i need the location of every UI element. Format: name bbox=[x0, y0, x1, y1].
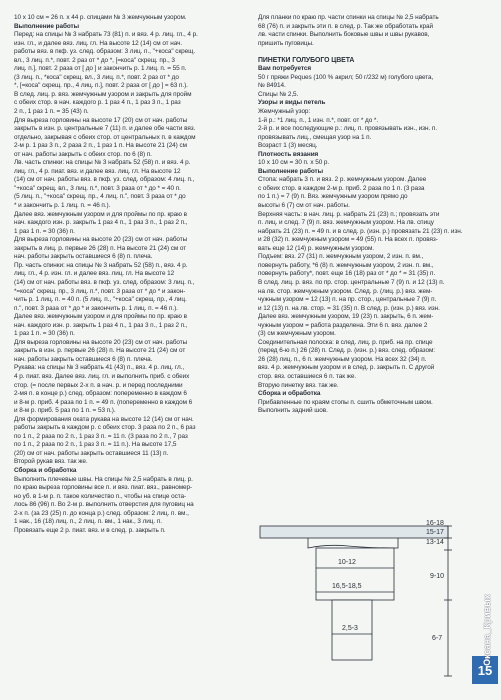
text-line: Жемчужный узор: bbox=[258, 108, 311, 116]
text-line: 26 (28) лиц. п., 6 п. жемчужным узором. На всех 32 (34) п. bbox=[258, 355, 427, 363]
text-line: изн. гл., и далее вяз. лиц. гл. На высоте 12 (14) см от нач. bbox=[14, 39, 183, 47]
text-line bbox=[258, 48, 478, 57]
text-line: Спицы № 2,5. bbox=[258, 90, 299, 98]
schema-label-1: 16-18 bbox=[426, 520, 444, 527]
text-line: * и закончить р. 1 лиц. п. = 46 п.). bbox=[14, 202, 111, 210]
text-line: с обеих стор. в нач. каждого р. 1 раз 4 п., 1 раз 3 п., 1 раз bbox=[14, 99, 181, 107]
text-line: 4 р. пиат. вяз. Далее вяз. лиц. гл. и выполнить приб. с обеих bbox=[14, 372, 190, 380]
text-line: (перед 6-ю п.) 26 (28) п. След. р. (изн. р.) вяз. след. образом: bbox=[258, 347, 436, 355]
text-line: (20) см от нач. работы закрыть оставшиеся 11 (13) п. bbox=[14, 449, 169, 457]
text-line: п. лиц. и след. 7 (9) п. вяз. жемчужным узором. На лв. спицу bbox=[258, 219, 434, 227]
text-line: Второй рукав вяз. так же. bbox=[14, 458, 88, 466]
text-line: *=коса" скрещ. пр., 3 лиц. п.*, повт. 3 раза от * до * и закон- bbox=[14, 287, 186, 295]
text-line: Выполнить плечевые швы. На спицы № 2,5 набрать в лиц. р. bbox=[14, 475, 193, 483]
text-line: и 28 (32) п. жемчужным узором = 49 (55) п. На всех п. провяз- bbox=[258, 236, 438, 244]
text-line: (14) см от нач. работы вяз. в пкф. уз. след. образом: 3 лиц. п., bbox=[14, 278, 195, 286]
text-line: Вам потребуется bbox=[258, 65, 312, 73]
schema-dim-bottom: 16,5-18,5 bbox=[332, 583, 362, 590]
text-line: Для выреза горловины на высоте 20 (23) см от нач. работы bbox=[14, 338, 188, 346]
text-line: нач. каждого изн. р. закрыть 1 раз 4 п., 1 раз 3 п., 1 раз 2 п., bbox=[14, 321, 188, 329]
text-line: 10 х 10 см = 26 п. х 44 р. спицами № 3 жемчужным узором. bbox=[14, 14, 187, 21]
text-line: (3 лиц. п., *коса" скрещ. вл., 3 лиц. п.*, повт. 2 раз от * до bbox=[14, 73, 179, 81]
text-line: Пр. часть спинки: на спицы № 3 набрать 52 (58) п., вяз. 4 р. bbox=[14, 261, 188, 269]
text-line: чужным узором = работа разделена. Эти 6 п. вяз. далее 2 bbox=[258, 321, 428, 329]
text-line: Для выреза горловины на высоте 20 (23) см от нач. работы bbox=[14, 236, 188, 244]
text-line: отдельно, закрывая с обеих стор. от центральных п. в каждом bbox=[14, 133, 196, 141]
text-line: по 1 п., 2 раза по 2 п., 1 раз 3 п. = 11 п.). На высоте 17,5 bbox=[14, 441, 177, 449]
text-line: лв. части спинки. Выполнить боковые швы и швы рукавов, bbox=[258, 31, 430, 39]
text-line: В след. лиц. р. вяз. по пр. стор. центральные 7 (9) п. и 12 (13) п. bbox=[258, 278, 445, 286]
text-line: Перед: на спицы № 3 набрать 73 (81) п. и вяз. 4 р. лиц. гл., 4 р. bbox=[14, 31, 198, 39]
text-line: вать еще 12 (14) р. жемчужным узором. bbox=[258, 244, 375, 252]
text-line: пришить пуговицы. bbox=[258, 39, 314, 47]
text-line: (14) см от нач. работы вяз. в пкф. уз. след. образом: 4 лиц. п., bbox=[14, 176, 195, 184]
text-line: 2-м р. 1 раз 3 п., 2 раза 2 п., 1 раз 1 п. На высоте 21 (24) см bbox=[14, 142, 187, 150]
text-line: Плотность вязания bbox=[258, 150, 319, 158]
text-line: Далее вяз. жемчужным узором, 19 (23) п. закрыть, 6 п. жем- bbox=[258, 313, 434, 321]
text-line: набрать 21 (23) п. = 49 п. и в след. р. (изн. р.) провязать 21 (23) п. изн. bbox=[258, 227, 463, 235]
text-line: Выполнение работы bbox=[258, 167, 323, 175]
text-line: ПИНЕТКИ ГОЛУБОГО ЦВЕТА bbox=[258, 56, 355, 64]
text-line: (5 лиц. п., "+коса" скрещ. пр., 4 лиц. п.", повт. 3 раза от * до bbox=[14, 193, 186, 201]
text-line: Стопа: набрать 3 п. и вяз. 2 р. жемчужным узором. Далее bbox=[258, 176, 427, 184]
text-line: 2-й р. и все последующие р.: лиц. п. провязывать изн., изн. п. bbox=[258, 125, 438, 133]
text-line: стор. вяз. оставшиеся 6 п. так же. bbox=[258, 372, 357, 380]
text-line: но уб. в 1-м р. п. такое количество п., чтобы на спице оста- bbox=[14, 492, 187, 500]
text-line: по 1 п.) = 7 (9) п. Вяз. жемчужным узором прямо до bbox=[258, 193, 408, 201]
text-line: Верхняя часть: в нач. лиц. р. набрать 21 (23) п.; провязать эти bbox=[258, 210, 440, 218]
text-line: Выполнение работы bbox=[14, 22, 79, 30]
page-number: 15 bbox=[472, 656, 498, 684]
text-line: Лв. часть спинки: на спицы № 3 набрать 52 (58) п. и вяз. 4 р. bbox=[14, 159, 191, 167]
text-line: Вторую пинетку вяз. так же. bbox=[258, 381, 339, 389]
text-line: 1 нак., 16 (18) лиц. п., 2 лиц. п. вм., 1 нак., 3 лиц. п. bbox=[14, 518, 162, 526]
text-line: 2 п., 1 раз 1 п. = 35 (43) п. bbox=[14, 108, 89, 116]
text-line: повернуть работу*, повт. еще 16 (18) раз от * до * = 31 (35) п. bbox=[258, 270, 436, 278]
text-line: № 84914. bbox=[258, 82, 286, 90]
schema-dim-inner: 2,5-3 bbox=[342, 625, 358, 632]
text-line: и 12 (13) п. на лв. стор. = 31 (35) п. В след. р. (изн. р.) вяз. изн. bbox=[258, 304, 440, 312]
text-line: 1 раз 1 п. = 30 (36) п. bbox=[14, 330, 75, 338]
text-line: и 8-м р. приб. 5 раз по 1 п. = 53 п.). bbox=[14, 407, 116, 415]
text-line: с обеих стор. в каждом 2-м р. приб. 2 раза по 1 п. (3 раза bbox=[258, 184, 425, 192]
text-line: Далее вяз. жемчужным узором и для проймы по пр. краю в bbox=[14, 313, 187, 321]
text-line: и 8-м р. приб. 4 раза по 1 п. = 49 п. (попеременно в каждом 6 bbox=[14, 398, 193, 406]
text-line: Рукава: на спицы № 3 набрать 41 (43) п., вяз. 4 р. лиц. гл., bbox=[14, 364, 185, 372]
text-line: Соединительная полоска: в след. лиц. р. приб. на пр. спице bbox=[258, 338, 433, 346]
text-line: закрыть в изн. р. центральные 7 (11) п. и далее обе части вяз. bbox=[14, 125, 196, 133]
schema-label-3: 13-14 bbox=[426, 539, 444, 546]
right-text-column bbox=[258, 14, 478, 416]
text-line: от нач. работы закрыть с обеих стор. по 6 (8) п. bbox=[14, 150, 152, 158]
text-line: Сборка и обработка bbox=[14, 466, 77, 474]
left-text-column bbox=[14, 14, 254, 535]
text-line: вл., 3 лиц. п.*, повт. 2 раз от * до *, [=коса" скрещ. пр., 3 bbox=[14, 56, 175, 64]
text-line: 1 раз 1 п. = 30 (36) п. bbox=[14, 227, 75, 235]
text-line: 2-мя п. в конце р.) след. образом: попеременно в каждом 6 bbox=[14, 390, 187, 398]
text-line: лиц. гл., 4 р. изн. гл. и далее вяз. лиц. гл. На высоте 12 bbox=[14, 270, 175, 278]
text-line: 2-х п. (за 23 (25) п. до конца р.) след. образом: 2 лиц. п. вм., bbox=[14, 509, 189, 517]
text-line: повернуть работу, *6 (8) п. жемчужным узором, 2 изн. п. вм., bbox=[258, 261, 434, 269]
text-line: Узоры и виды петель bbox=[258, 99, 326, 107]
schema-label-5: 6-7 bbox=[432, 635, 443, 642]
text-line: по краю выреза горловины все п. и вяз. пиат. вяз., равномер- bbox=[14, 484, 193, 492]
bootie-schematic-diagram bbox=[258, 516, 468, 696]
schema-label-4: 9-10 bbox=[430, 573, 445, 580]
text-line: нач. работы закрыть оставшиеся 6 (8) п. плеча. bbox=[14, 253, 153, 261]
text-line: на лв. стор. жемчужным узором. След. р. (лиц. р.) вяз. жем- bbox=[258, 287, 433, 295]
text-line: Для формирования оката рукава на высоте 12 (14) см от нач. bbox=[14, 415, 194, 423]
watermark-text: Оксана_Кривых bbox=[482, 594, 492, 666]
text-line: Возраст 1 (3) месяц. bbox=[258, 142, 318, 150]
text-line: лиц. п.], повт. 2 раза от [ до ] и закончить р. 1 лиц. п. = 55 п. bbox=[14, 65, 187, 73]
text-line: провязывать лиц., смещая узор на 1 п. bbox=[258, 133, 372, 141]
text-line: лиц. гл., 4 р. пиат. вяз. и далее вяз. лиц. гл. На высоте 12 bbox=[14, 167, 181, 175]
text-line: закрыть в лиц. р. первые 26 (28) п. На высоте 21 (24) см от bbox=[14, 244, 187, 252]
text-line: чить р. 1 лиц. п. = 40 п. (5 лиц. п., "+коса" скрещ. пр., 4 лиц. bbox=[14, 296, 187, 304]
text-line: Для планки по краю пр. части спинки на спицы № 2,5 набрать bbox=[258, 14, 439, 21]
text-line: Провязать еще 2 р. пиат. вяз. и в след. р. закрыть п. bbox=[14, 526, 166, 534]
text-line: 1-й р.: *1 лиц. п., 1 изн. п.*, повт. от * до *. bbox=[258, 116, 379, 124]
text-line: 68 (76) п. и закрыть эти п. в след. р. Так же обработать край bbox=[258, 22, 433, 30]
text-line: В след. лиц. р. вяз. жемчужным узором и закрыть для пройм bbox=[14, 90, 192, 98]
text-line: нач. работы закрыть оставшиеся 6 (8) п. плеча. bbox=[14, 355, 153, 363]
text-line: высоты 6 (7) см от нач. работы. bbox=[258, 202, 350, 210]
text-line: работы закрыть в каждом р. с обеих стор. 3 раза по 2 п., 6 раз bbox=[14, 424, 196, 432]
text-line: вяз. 4 р. жемчужным узором и в след. р. закрыть п. С другой bbox=[258, 364, 435, 372]
text-line: Прибавленные по краям стопы п. сшить обметочным швом. bbox=[258, 398, 433, 406]
text-line: 50 г пряжи Peques (100 % акрил; 50 г/232 м) голубого цвета, bbox=[258, 73, 434, 81]
text-line: чужным узором = 12 (13) п. на пр. стор., центральные 7 (9) п. bbox=[258, 296, 437, 304]
schema-label-2: 15-17 bbox=[426, 529, 444, 536]
schema-dim-top: 10-12 bbox=[338, 559, 356, 566]
text-line: "+коса" скрещ. вл., 3 лиц. п.*, повт. 3 раза от * до * = 40 п. bbox=[14, 184, 181, 192]
text-line: Выполнить задний шов. bbox=[258, 407, 328, 415]
schema-top-strip bbox=[260, 526, 448, 538]
text-line: Для выреза горловины на высоте 17 (20) см от нач. работы bbox=[14, 116, 188, 124]
text-line: Подъем: вяз. 27 (31) п. жемчужным узором, 2 изн. п. вм., bbox=[258, 253, 424, 261]
schema-body-outline bbox=[308, 538, 398, 548]
text-line: Сборка и обработка bbox=[258, 390, 321, 398]
text-line: закрыть в изн. р. первые 26 (28) п. На высоте 21 (24) см от bbox=[14, 347, 186, 355]
text-line: стор. (= после первых 2-х п. в нач. р. и перед последними bbox=[14, 381, 183, 389]
text-line: Далее вяз. жемчужным узором и для проймы по пр. краю в bbox=[14, 210, 187, 218]
text-line: по 1 п., 2 раза по 2 п., 1 раз 3 п. = 11 п. (3 раза по 2 п., 7 раз bbox=[14, 432, 188, 440]
text-line: (3) см жемчужным узором. bbox=[258, 330, 336, 338]
text-line: лось 86 (96) п. Во 2-м р. выполнить отверстия для пуговиц на bbox=[14, 501, 194, 509]
text-line: 10 х 10 см = 30 п. х 50 р. bbox=[258, 159, 330, 167]
watermark bbox=[478, 560, 496, 700]
text-line: *, [=коса" скрещ. пр., 4 лиц. п.], повт. 2 раза от [ до ] = 63 п.). bbox=[14, 82, 188, 90]
text-line: работы вяз. в пкф. уз. след. образом: 3 лиц. п., "+коса" скрещ. bbox=[14, 48, 196, 56]
text-line: нач. каждого изн. р. закрыть 1 раз 4 п., 1 раз 3 п., 1 раз 2 п., bbox=[14, 219, 188, 227]
text-line: п.", повт. 3 раза от * до * и закончить р. 1 лиц. п. = 46 п.). bbox=[14, 304, 178, 312]
